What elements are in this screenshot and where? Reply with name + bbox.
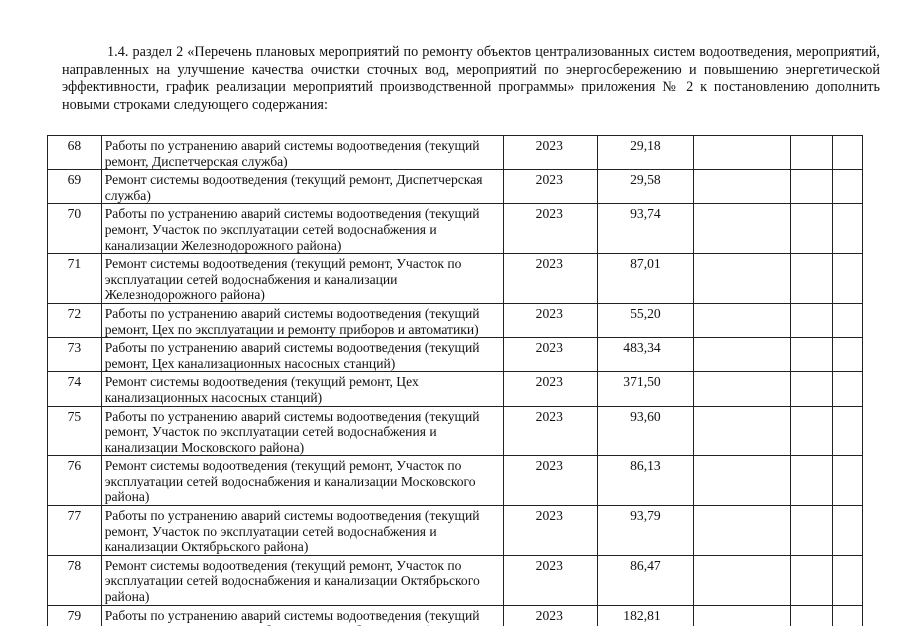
empty-cell <box>693 338 790 372</box>
measure-name: Ремонт системы водоотведения (текущий ремонт, Участок по эксплуатации сетей водоснабжения и канализации Московского района) <box>101 456 503 506</box>
row-number: 69 <box>48 170 102 204</box>
measures-table <box>47 135 863 640</box>
empty-cell <box>693 456 790 506</box>
empty-cell <box>693 303 790 337</box>
row-number: 70 <box>48 204 102 254</box>
measure-cost: 87,01 <box>598 254 693 304</box>
empty-cell <box>693 506 790 556</box>
empty-cell <box>791 136 833 170</box>
table-row <box>48 372 863 406</box>
measure-name: Работы по устранению аварий системы водоотведения (текущий ремонт, Цех канализационных насосных станций) <box>101 338 503 372</box>
empty-cell <box>693 555 790 605</box>
table-row <box>48 555 863 605</box>
measure-name: Работы по устранению аварий системы водоотведения (текущий ремонт, Цех по эксплуатации и ремонту приборов и автоматики) <box>101 303 503 337</box>
row-number: 75 <box>48 406 102 456</box>
table-row <box>48 136 863 170</box>
empty-cell <box>791 372 833 406</box>
empty-cell <box>832 456 862 506</box>
measure-name: Ремонт системы водоотведения (текущий ремонт, Участок по эксплуатации сетей водоснабжения и канализации Октябрьского района) <box>101 555 503 605</box>
empty-cell <box>791 204 833 254</box>
empty-cell <box>791 170 833 204</box>
row-number: 78 <box>48 555 102 605</box>
measure-year: 2023 <box>504 372 598 406</box>
empty-cell <box>791 303 833 337</box>
measure-cost: 86,47 <box>598 555 693 605</box>
empty-cell <box>832 506 862 556</box>
row-number: 73 <box>48 338 102 372</box>
measure-name: Работы по устранению аварий системы водоотведения (текущий <box>101 605 503 639</box>
measure-name: Работы по устранению аварий системы водоотведения (текущий ремонт, Участок по эксплуатации сетей водоснабжения и канализации Московского района) <box>101 406 503 456</box>
measure-year: 2023 <box>504 555 598 605</box>
measure-year: 2023 <box>504 506 598 556</box>
row-number: 74 <box>48 372 102 406</box>
row-number: 79 <box>48 605 102 639</box>
measure-name: Ремонт системы водоотведения (текущий ремонт, Цех канализационных насосных станций) <box>101 372 503 406</box>
row-number: 68 <box>48 136 102 170</box>
table-row <box>48 303 863 337</box>
empty-cell <box>693 170 790 204</box>
table-row <box>48 170 863 204</box>
row-number: 72 <box>48 303 102 337</box>
row-number: 76 <box>48 456 102 506</box>
measure-cost: 182,81 <box>598 605 693 639</box>
page-cut-edge <box>0 626 905 640</box>
measure-cost: 93,60 <box>598 406 693 456</box>
measure-year: 2023 <box>504 136 598 170</box>
empty-cell <box>791 456 833 506</box>
empty-cell <box>832 555 862 605</box>
empty-cell <box>791 555 833 605</box>
empty-cell <box>832 204 862 254</box>
measure-year: 2023 <box>504 338 598 372</box>
measure-name: Ремонт системы водоотведения (текущий ремонт, Диспетчерская служба) <box>101 170 503 204</box>
measure-year: 2023 <box>504 254 598 304</box>
measure-cost: 371,50 <box>598 372 693 406</box>
row-number: 77 <box>48 506 102 556</box>
empty-cell <box>832 338 862 372</box>
empty-cell <box>832 170 862 204</box>
measure-cost: 29,18 <box>598 136 693 170</box>
empty-cell <box>693 406 790 456</box>
empty-cell <box>791 406 833 456</box>
table-row <box>48 204 863 254</box>
table-row <box>48 456 863 506</box>
measure-cost: 55,20 <box>598 303 693 337</box>
empty-cell <box>832 254 862 304</box>
measure-year: 2023 <box>504 456 598 506</box>
empty-cell <box>693 372 790 406</box>
empty-cell <box>832 372 862 406</box>
measure-name: Ремонт системы водоотведения (текущий ремонт, Участок по эксплуатации сетей водоснабжения и канализации Железнодорожного района) <box>101 254 503 304</box>
measure-year: 2023 <box>504 204 598 254</box>
empty-cell <box>832 136 862 170</box>
empty-cell <box>791 254 833 304</box>
measure-cost: 93,74 <box>598 204 693 254</box>
empty-cell <box>693 254 790 304</box>
empty-cell <box>791 338 833 372</box>
empty-cell <box>832 303 862 337</box>
measure-year: 2023 <box>504 406 598 456</box>
empty-cell <box>693 136 790 170</box>
measure-name: Работы по устранению аварий системы водоотведения (текущий ремонт, Диспетчерская служба) <box>101 136 503 170</box>
measure-year: 2023 <box>504 605 598 639</box>
measure-name: Работы по устранению аварий системы водоотведения (текущий ремонт, Участок по эксплуатации сетей водоснабжения и канализации Октябрьского района) <box>101 506 503 556</box>
measure-cost: 29,58 <box>598 170 693 204</box>
measure-name: Работы по устранению аварий системы водоотведения (текущий ремонт, Участок по эксплуатации сетей водоснабжения и канализации Железнодорожного района) <box>101 204 503 254</box>
table-row <box>48 506 863 556</box>
empty-cell <box>832 406 862 456</box>
empty-cell <box>693 204 790 254</box>
table-row <box>48 254 863 304</box>
intro-paragraph: 1.4. раздел 2 «Перечень плановых мероприятий по ремонту объектов централизованных систем водоотведения, мероприятий, направленных на улучшение качества очистки сточных вод, мероприятий по энергосбережению и повышению энергетической эффективности, график реализации мероприятий производственной программы» приложения № 2 к постановлению дополнить новыми строками следующего содержания: <box>62 44 880 113</box>
measure-year: 2023 <box>504 303 598 337</box>
table-row <box>48 338 863 372</box>
measure-cost: 483,34 <box>598 338 693 372</box>
table-row <box>48 406 863 456</box>
measure-year: 2023 <box>504 170 598 204</box>
row-number: 71 <box>48 254 102 304</box>
empty-cell <box>791 506 833 556</box>
measure-cost: 93,79 <box>598 506 693 556</box>
measure-cost: 86,13 <box>598 456 693 506</box>
